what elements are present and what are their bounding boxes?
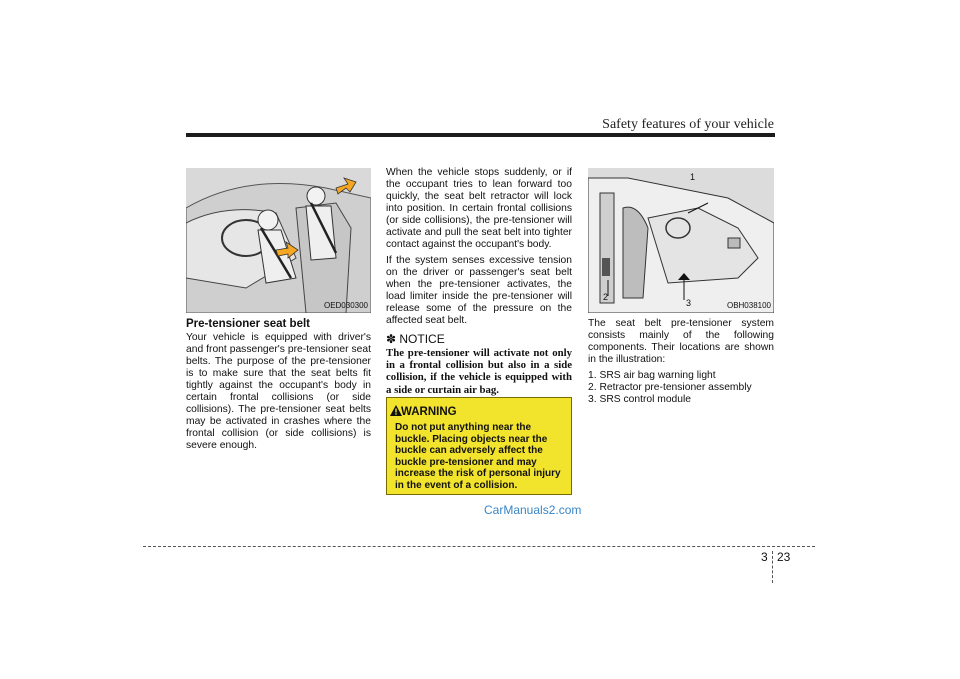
notice-body: The pre-tensioner will activate not only in a frontal collision but also in a side collision, if the vehicle is equipped with a side or curtain air bag. xyxy=(386,347,572,396)
chapter-number: 3 xyxy=(761,550,768,564)
left-column xyxy=(186,318,371,456)
srs-components-illustration xyxy=(588,168,774,313)
footer-rule xyxy=(143,546,815,547)
component-item: 1. SRS air bag warning light xyxy=(588,370,716,381)
components-intro: The seat belt pre-tensioner system consists mainly of the following components. Their locations are shown in the illustration: xyxy=(588,318,774,365)
notice-title: ✽ NOTICE xyxy=(386,332,445,346)
figure-code: OBH038100 xyxy=(726,301,771,310)
right-column xyxy=(588,318,774,406)
callout-1: 1 xyxy=(690,172,696,182)
page-number-divider xyxy=(772,551,773,583)
page-header-title: Safety features of your vehicle xyxy=(602,117,774,132)
paragraph-retractor-lock: When the vehicle stops suddenly, or if the occupant tries to lean forward too quickly, the seat belt retractor will lock into position. In certain frontal collisions (or side collisions), the pre-tensioner will activate and pull the seat belt into tighter contact against the occupant's body. xyxy=(386,167,572,250)
watermark-link[interactable]: CarManuals2.com xyxy=(484,503,582,517)
header-rule xyxy=(186,133,775,137)
paragraph-load-limiter: If the system senses excessive tension on the driver or passenger's seat belt when the pre-tensioner activates, the load limiter inside the pre-tensioner will release some of the pressure on the affected seat belt. xyxy=(386,255,572,326)
middle-column xyxy=(386,167,572,396)
callout-3: 3 xyxy=(686,298,692,308)
component-item: 3. SRS control module xyxy=(588,394,692,405)
pretensioner-description: Your vehicle is equipped with driver's and front passenger's pre-tensioner seat belts. The purpose of the pre-tensioner is to make sure that the seat belts fit tightly against the occupant's body in certain frontal collisions (or side collisions). The pre-tensioner seat belts may be activated in crashes where the frontal collision (or side collisions) is severe enough. xyxy=(186,332,371,451)
warning-title: WARNING xyxy=(401,406,457,418)
pretensioner-illustration xyxy=(186,168,371,313)
car-side-view-drawing xyxy=(588,168,774,313)
page-number: 23 xyxy=(777,550,791,564)
warning-body: Do not put anything near the buckle. Placing objects near the buckle can adversely affect the buckle pre-tensioner and may increase the risk of personal injury in the event of a collision. xyxy=(395,422,561,491)
component-item: 2. Retractor pre-tensioner assembly xyxy=(588,382,752,393)
callout-2: 2 xyxy=(603,292,609,302)
figure-code: OED030300 xyxy=(323,301,368,310)
warning-box xyxy=(386,397,572,495)
section-title: Pre-tensioner seat belt xyxy=(186,318,310,330)
car-interior-drawing xyxy=(186,168,371,313)
